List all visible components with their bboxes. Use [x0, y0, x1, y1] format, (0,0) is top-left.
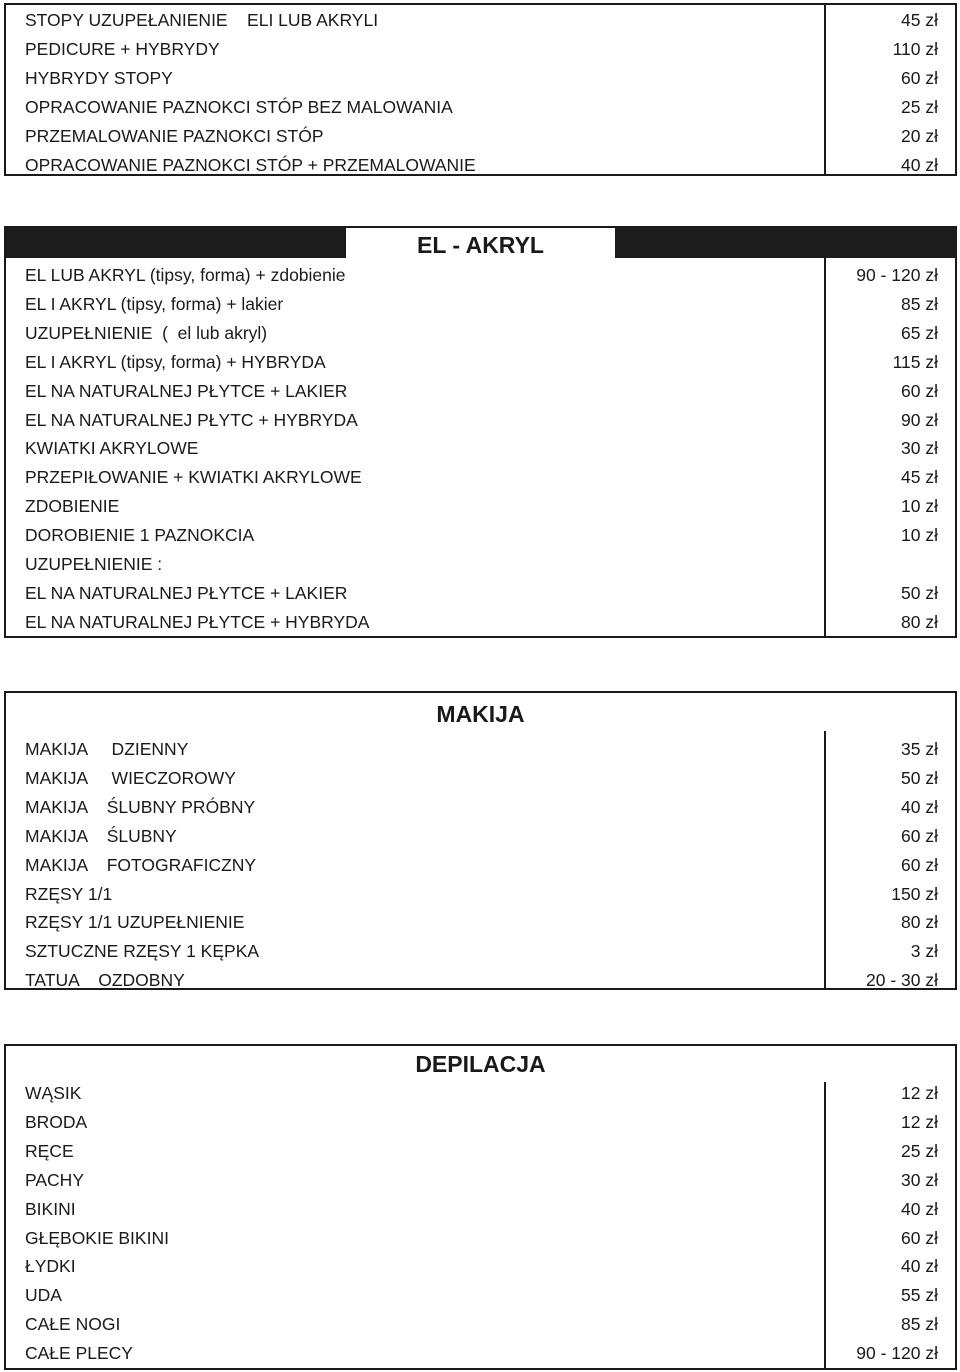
- price-row: [6, 93, 955, 122]
- service-name: SZTUCZNE RZĘSY 1 KĘPKA: [25, 941, 260, 962]
- service-price: 10 zł: [901, 525, 938, 546]
- service-price: 90 - 120 zł: [856, 1343, 938, 1364]
- price-row: [6, 880, 955, 909]
- price-row: [6, 1310, 955, 1339]
- service-name: EL LUB AKRYL (tipsy, forma) + zdobienie: [25, 265, 346, 285]
- service-name: CAŁE PLECY: [25, 1343, 133, 1364]
- service-price: 12 zł: [901, 1111, 938, 1132]
- service-price: 60 zł: [901, 380, 938, 401]
- price-row: [6, 1252, 955, 1281]
- service-name: RĘCE: [25, 1140, 74, 1161]
- section-title-depilacja: DEPILACJA: [415, 1051, 546, 1077]
- price-row: [6, 966, 955, 995]
- price-row: [6, 1079, 955, 1108]
- service-name: PEDICURE + HYBRYDY: [25, 38, 220, 59]
- service-name: EL I AKRYL (tipsy, forma) + lakier: [25, 293, 284, 314]
- service-name: GŁĘBOKIE BIKINI: [25, 1227, 169, 1248]
- service-name: WĄSIK: [25, 1083, 82, 1103]
- service-price: 80 zł: [901, 912, 938, 933]
- service-price: 85 zł: [901, 293, 938, 314]
- service-price: 60 zł: [901, 67, 938, 88]
- service-price: 25 zł: [901, 96, 938, 117]
- price-row: [6, 908, 955, 937]
- price-row: [6, 735, 955, 764]
- price-row: [6, 1224, 955, 1253]
- price-row: [6, 1195, 955, 1224]
- service-name: EL NA NATURALNEJ PŁYTC + HYBRYDA: [25, 409, 358, 430]
- section-stopy: [4, 3, 957, 176]
- service-name: KWIATKI AKRYLOWE: [25, 438, 199, 459]
- service-name: ŁYDKI: [25, 1256, 76, 1277]
- service-price: 85 zł: [901, 1314, 938, 1335]
- service-name: MAKIJA FOTOGRAFICZNY: [25, 854, 257, 875]
- price-row: [6, 1166, 955, 1195]
- service-price: 30 zł: [901, 1169, 938, 1190]
- price-row: [6, 937, 955, 966]
- price-row: [6, 1137, 955, 1166]
- section-makija: [4, 691, 957, 990]
- price-row: [6, 492, 955, 521]
- section-title-makija: MAKIJA: [436, 701, 525, 727]
- service-name: EL NA NATURALNEJ PŁYTCE + HYBRYDA: [25, 611, 370, 632]
- price-row: [6, 463, 955, 492]
- service-name: TATUA OZDOBNY: [25, 970, 185, 991]
- price-row: [6, 319, 955, 348]
- service-name: UZUPEŁNIENIE ( el lub akryl): [25, 322, 268, 343]
- service-name: UDA: [25, 1285, 62, 1306]
- service-price: 30 zł: [901, 438, 938, 459]
- service-name: RZĘSY 1/1: [25, 883, 113, 904]
- service-name: ZDOBIENIE: [25, 496, 120, 517]
- price-row: [6, 764, 955, 793]
- service-price: 35 zł: [901, 739, 938, 759]
- price-row: [6, 521, 955, 550]
- price-row: [6, 1339, 955, 1368]
- service-price: 60 zł: [901, 854, 938, 875]
- price-row: [6, 6, 955, 35]
- service-price: 50 zł: [901, 767, 938, 788]
- price-row: [6, 377, 955, 406]
- service-name: MAKIJA ŚLUBNY: [25, 825, 177, 846]
- price-row: [6, 608, 955, 637]
- price-row: [6, 822, 955, 851]
- service-price: 45 zł: [901, 10, 938, 30]
- service-price: 20 - 30 zł: [866, 970, 938, 991]
- service-name: OPRACOWANIE PAZNOKCI STÓP + PRZEMALOWANIE: [25, 154, 476, 175]
- service-price: 3 zł: [910, 941, 938, 962]
- service-price: 45 zł: [901, 467, 938, 488]
- service-price: 10 zł: [901, 496, 938, 517]
- service-price: 20 zł: [901, 125, 938, 146]
- service-name: OPRACOWANIE PAZNOKCI STÓP BEZ MALOWANIA: [25, 96, 453, 117]
- price-row: [6, 550, 955, 579]
- price-row: [6, 851, 955, 880]
- price-row: [6, 64, 955, 93]
- service-name: EL NA NATURALNEJ PŁYTCE + LAKIER: [25, 582, 348, 603]
- service-name: BRODA: [25, 1111, 88, 1132]
- service-name: RZĘSY 1/1 UZUPEŁNIENIE: [25, 912, 245, 933]
- price-row: [6, 579, 955, 608]
- price-row: [6, 35, 955, 64]
- service-price: 40 zł: [901, 1198, 938, 1219]
- service-name: CAŁE NOGI: [25, 1314, 121, 1335]
- service-price: 40 zł: [901, 1256, 938, 1277]
- section-title-el-akryl: EL - AKRYL: [346, 228, 615, 259]
- service-price: 150 zł: [891, 883, 938, 904]
- service-name: PRZEPIŁOWANIE + KWIATKI AKRYLOWE: [25, 467, 362, 488]
- service-price: 65 zł: [901, 322, 938, 343]
- service-name: EL I AKRYL (tipsy, forma) + HYBRYDA: [25, 351, 326, 372]
- service-price: 40 zł: [901, 796, 938, 817]
- service-price: 40 zł: [901, 154, 938, 175]
- service-price: 25 zł: [901, 1140, 938, 1161]
- service-name: MAKIJA ŚLUBNY PRÓBNY: [25, 796, 256, 817]
- price-row: [6, 348, 955, 377]
- service-price: 90 - 120 zł: [856, 265, 938, 285]
- service-price: 80 zł: [901, 611, 938, 632]
- service-price: 50 zł: [901, 582, 938, 603]
- service-price: 60 zł: [901, 825, 938, 846]
- service-price: 90 zł: [901, 409, 938, 430]
- service-price: 115 zł: [892, 351, 938, 372]
- service-price: 12 zł: [901, 1083, 938, 1103]
- service-name: MAKIJA WIECZOROWY: [25, 767, 236, 788]
- service-name: PACHY: [25, 1169, 84, 1190]
- service-price: 110 zł: [892, 38, 938, 59]
- price-row: [6, 290, 955, 319]
- section-el-akryl: [4, 226, 957, 638]
- section-depilacja: [4, 1044, 957, 1370]
- service-price: 55 zł: [901, 1285, 938, 1306]
- service-name: UZUPEŁNIENIE :: [25, 554, 163, 574]
- service-name: BIKINI: [25, 1198, 76, 1219]
- service-name: STOPY UZUPEŁANIENIE ELI LUB AKRYLI: [25, 10, 379, 30]
- price-row: [6, 406, 955, 435]
- service-name: EL NA NATURALNEJ PŁYTCE + LAKIER: [25, 380, 348, 401]
- price-row: [6, 1281, 955, 1310]
- price-row: [6, 151, 955, 180]
- price-row: [6, 793, 955, 822]
- service-name: DOROBIENIE 1 PAZNOKCIA: [25, 525, 255, 546]
- service-name: HYBRYDY STOPY: [25, 67, 173, 88]
- price-row: [6, 261, 955, 290]
- price-row: [6, 1108, 955, 1137]
- service-name: MAKIJA DZIENNY: [25, 739, 189, 759]
- price-row: [6, 122, 955, 151]
- service-price: 60 zł: [901, 1227, 938, 1248]
- price-row: [6, 434, 955, 463]
- service-name: PRZEMALOWANIE PAZNOKCI STÓP: [25, 125, 324, 146]
